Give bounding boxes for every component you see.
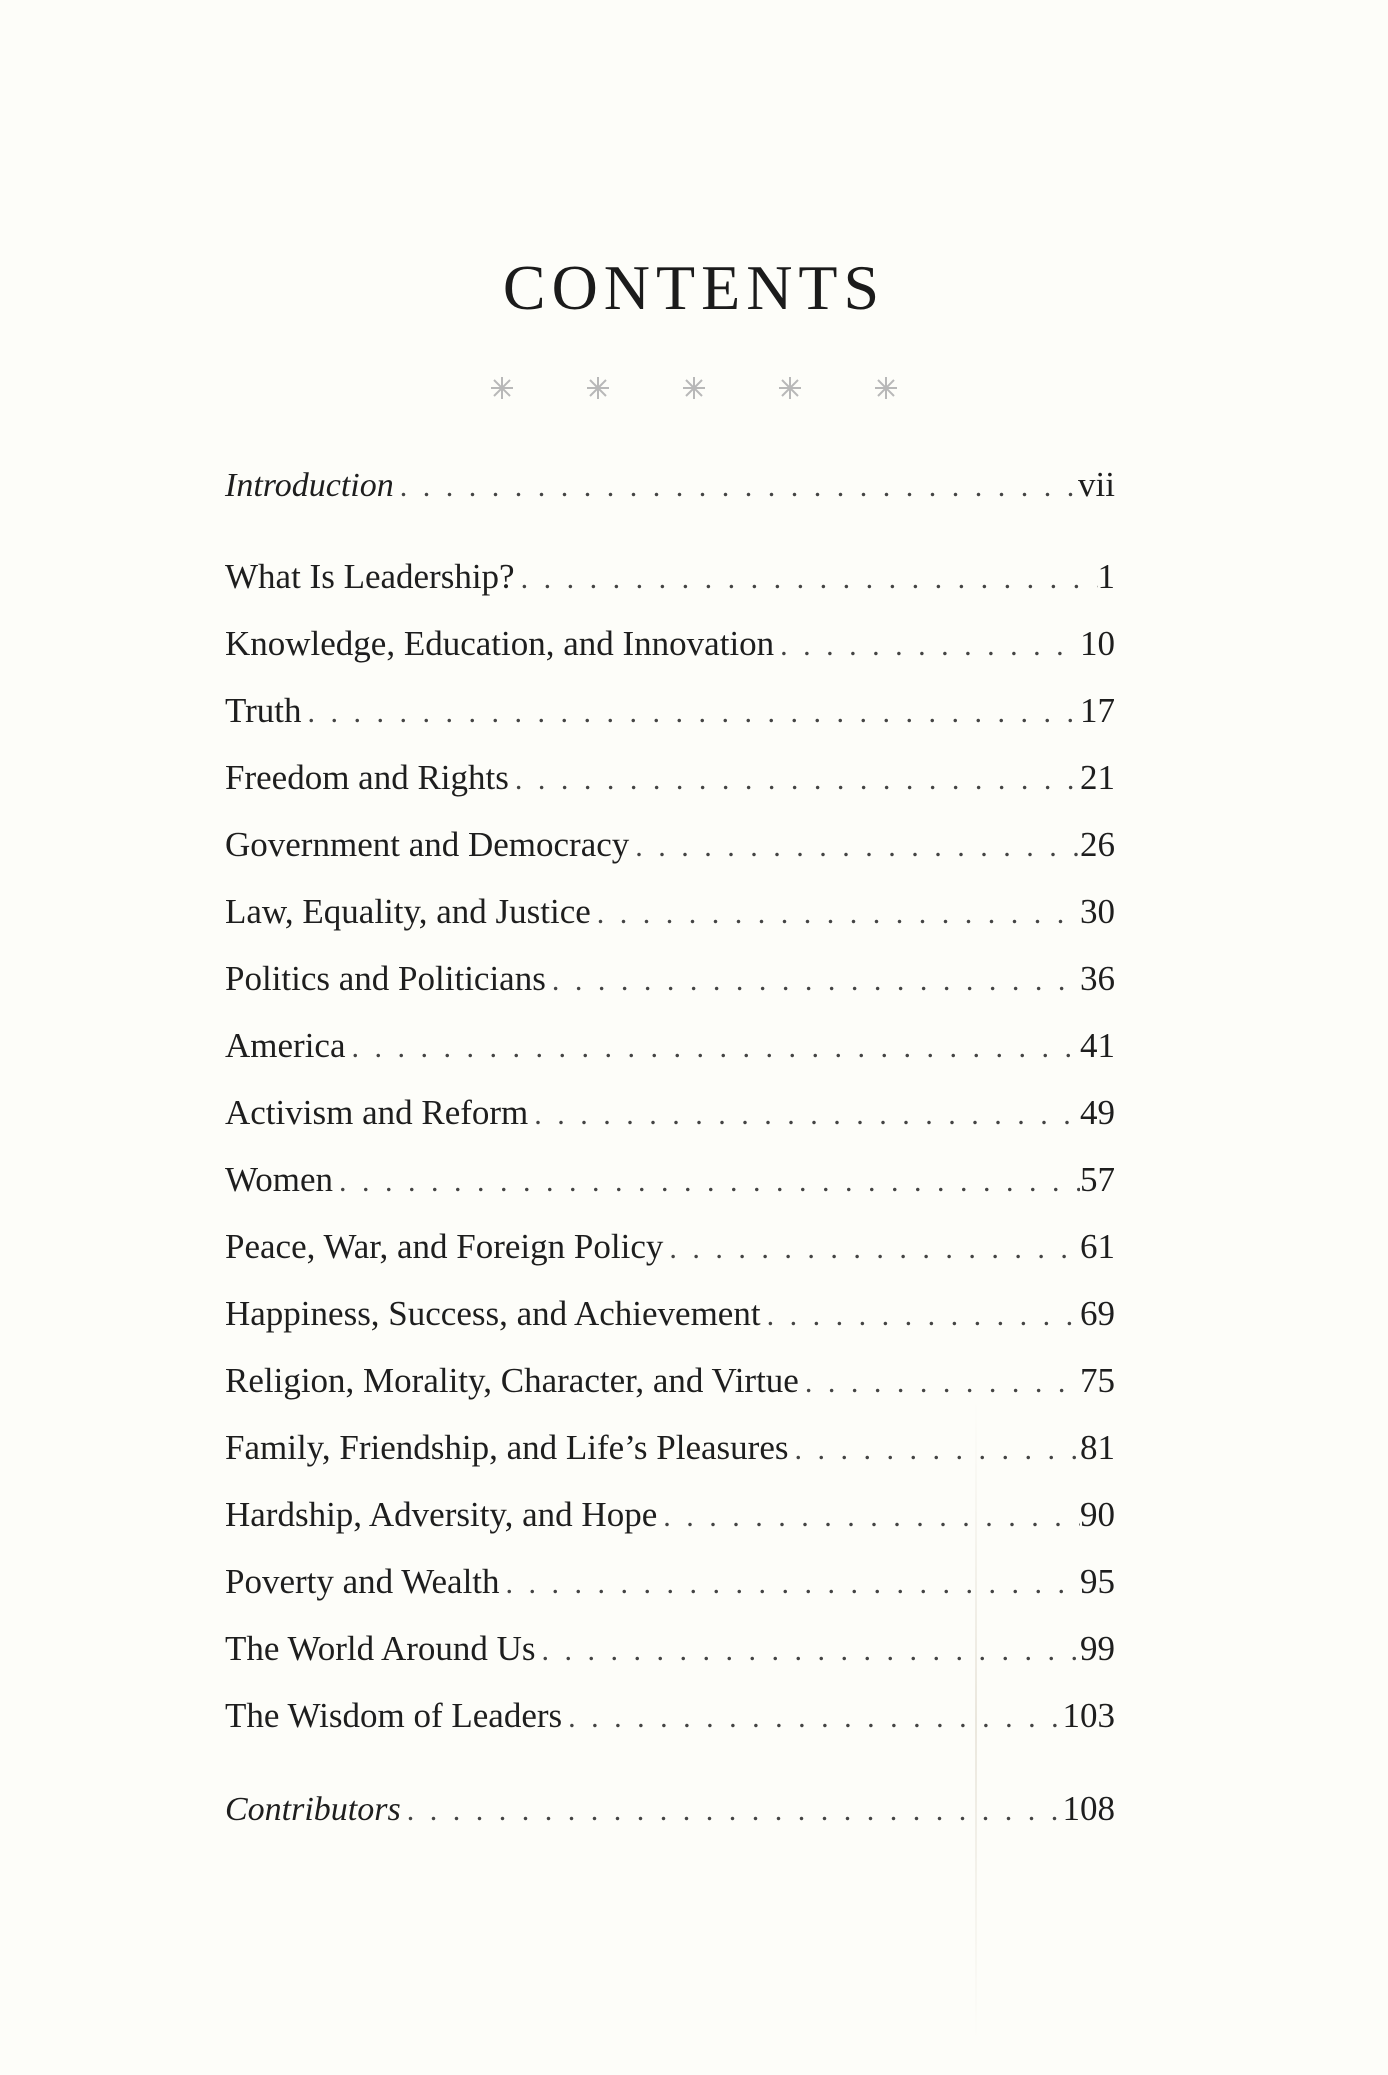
toc-entry-label: The Wisdom of Leaders [225, 1696, 563, 1735]
dot-leader [394, 462, 1078, 512]
toc-entry[interactable] [225, 1021, 1115, 1071]
toc-entry[interactable] [225, 1557, 1115, 1607]
toc-entry-page: 103 [1062, 1696, 1115, 1735]
toc-entry-introduction[interactable] [225, 460, 1115, 510]
toc-entry[interactable] [225, 1222, 1115, 1272]
toc-entry-page: 10 [1080, 624, 1115, 663]
toc-entry-label: Peace, War, and Foreign Policy [225, 1227, 664, 1266]
dot-leader [799, 1358, 1080, 1408]
toc-entry-page: 108 [1062, 1789, 1115, 1828]
toc-entry-page: 90 [1080, 1495, 1115, 1534]
dot-leader [789, 1425, 1081, 1475]
toc-entry-label: Religion, Morality, Character, and Virtue [225, 1361, 799, 1400]
toc-entry-label: The World Around Us [225, 1629, 536, 1668]
toc-entry-page: 26 [1080, 825, 1115, 864]
dot-leader [562, 1693, 1062, 1743]
dot-leader [663, 1224, 1080, 1274]
dot-leader [657, 1492, 1080, 1542]
toc-entry-page: vii [1078, 465, 1115, 504]
toc-entry[interactable] [225, 1155, 1115, 1205]
toc-entry-contributors[interactable] [225, 1784, 1115, 1834]
toc-entry-label: Knowledge, Education, and Innovation [225, 624, 775, 663]
toc-entry-page: 1 [1097, 557, 1115, 596]
toc-entry-page: 75 [1080, 1361, 1115, 1400]
toc-entry-label: Law, Equality, and Justice [225, 892, 591, 931]
toc-entry-label: Introduction [225, 467, 394, 504]
snowflake-ornament-icon [585, 375, 611, 401]
toc-entry-label: Activism and Reform [225, 1093, 529, 1132]
toc-entry[interactable] [225, 820, 1115, 870]
dot-leader [536, 1626, 1080, 1676]
toc-entry[interactable] [225, 1088, 1115, 1138]
toc-entry-label: Truth [225, 691, 302, 730]
dot-leader [509, 755, 1080, 805]
toc-entry[interactable] [225, 1423, 1115, 1473]
dot-leader [302, 688, 1080, 738]
toc-entry[interactable] [225, 1691, 1115, 1741]
toc-entry-label: Freedom and Rights [225, 758, 509, 797]
toc-entry[interactable] [225, 1624, 1115, 1674]
dot-leader [546, 956, 1080, 1006]
toc-entry-page: 81 [1080, 1428, 1115, 1467]
dot-leader [629, 822, 1080, 872]
dot-leader [528, 1090, 1080, 1140]
toc-entry-label: Politics and Politicians [225, 959, 546, 998]
toc-entry-page: 95 [1080, 1562, 1115, 1601]
toc-entry-label: Family, Friendship, and Life’s Pleasures [225, 1428, 789, 1467]
dot-leader [500, 1559, 1080, 1609]
dot-leader [345, 1023, 1080, 1073]
dot-leader [761, 1291, 1080, 1341]
dot-leader [591, 889, 1080, 939]
toc-entry-label: Government and Democracy [225, 825, 630, 864]
toc-entry-label: Women [225, 1160, 333, 1199]
snowflake-ornament-icon [873, 375, 899, 401]
toc-entry-page: 36 [1080, 959, 1115, 998]
paper-crease [975, 1400, 977, 2040]
toc-entry-page: 99 [1080, 1629, 1115, 1668]
dot-leader [333, 1157, 1080, 1207]
toc-entry-label: What Is Leadership? [225, 557, 515, 596]
toc-entry-page: 21 [1080, 758, 1115, 797]
toc-entry-page: 69 [1080, 1294, 1115, 1333]
toc-entry-page: 61 [1080, 1227, 1115, 1266]
toc-entry-page: 57 [1080, 1160, 1115, 1199]
snowflake-ornament-icon [681, 375, 707, 401]
toc-entry[interactable] [225, 753, 1115, 803]
toc-entry[interactable] [225, 619, 1115, 669]
toc-entry[interactable] [225, 686, 1115, 736]
toc-entry[interactable] [225, 1289, 1115, 1339]
ornament-row [0, 375, 1388, 401]
toc-entry[interactable] [225, 954, 1115, 1004]
toc-entry-label: Poverty and Wealth [225, 1562, 500, 1601]
page-title: CONTENTS [502, 252, 886, 323]
toc-entry[interactable] [225, 887, 1115, 937]
toc-entry[interactable] [225, 552, 1115, 602]
toc-entry-page: 49 [1080, 1093, 1115, 1132]
toc-entry-label: Hardship, Adversity, and Hope [225, 1495, 658, 1534]
toc-entry-page: 30 [1080, 892, 1115, 931]
toc-entry[interactable] [225, 1356, 1115, 1406]
dot-leader [774, 621, 1080, 671]
toc-entry-page: 41 [1080, 1026, 1115, 1065]
snowflake-ornament-icon [489, 375, 515, 401]
toc-entry-label: Contributors [225, 1791, 401, 1828]
dot-leader [401, 1786, 1063, 1836]
dot-leader [515, 554, 1098, 604]
toc-entry-label: America [225, 1026, 346, 1065]
toc-entry-label: Happiness, Success, and Achievement [225, 1294, 761, 1333]
toc-entry-page: 17 [1080, 691, 1115, 730]
toc-entry[interactable] [225, 1490, 1115, 1540]
snowflake-ornament-icon [777, 375, 803, 401]
